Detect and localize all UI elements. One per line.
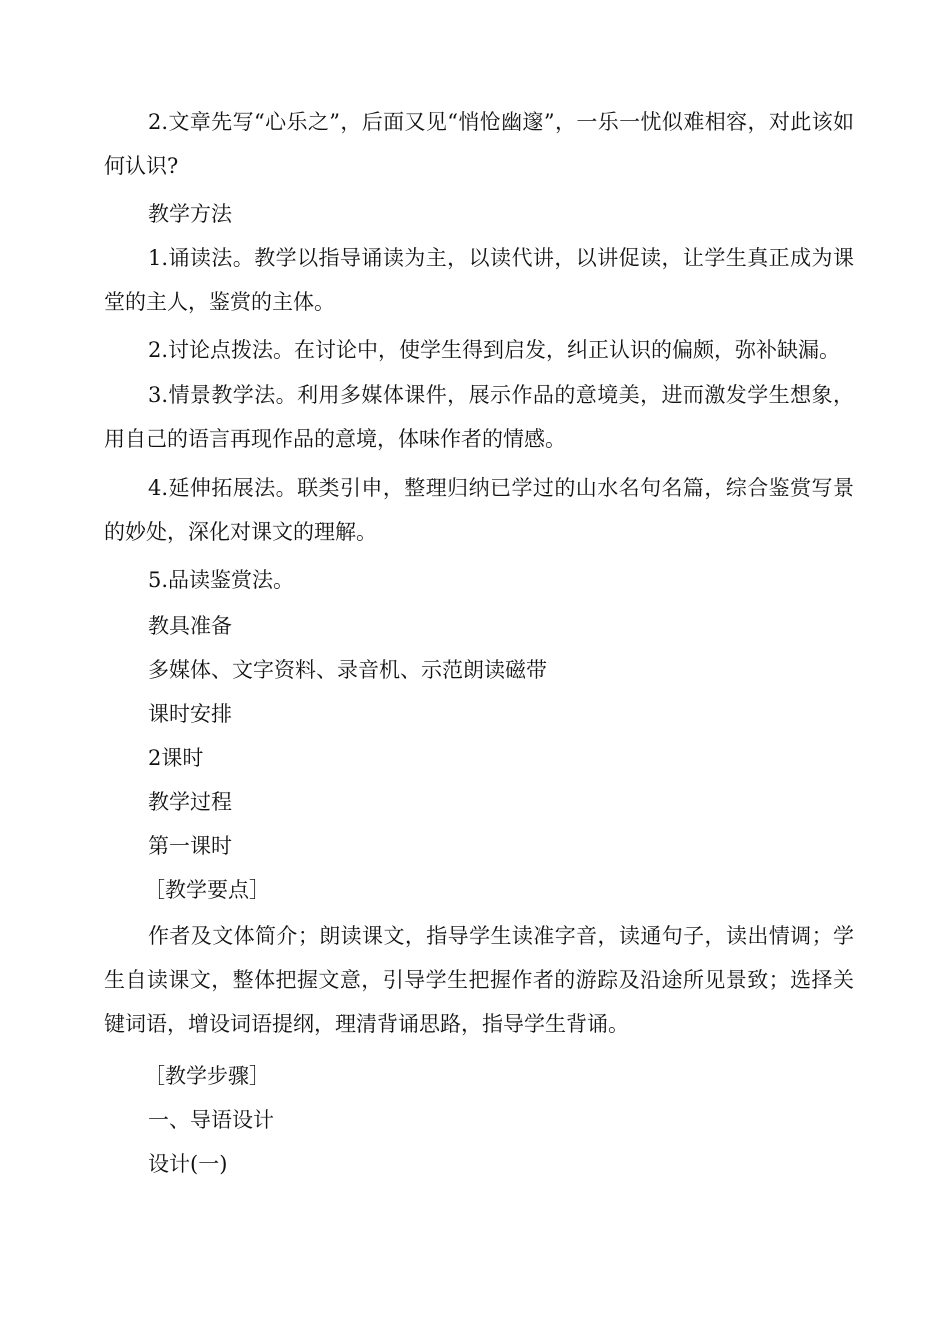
design-one-label: 设计(一) (148, 1152, 228, 1176)
method-4-paragraph: 4.延伸拓展法。联类引申，整理归纳已学过的山水名句名篇，综合鉴赏写景的妙处，深化对课文的理解。 (104, 476, 854, 544)
question-2-paragraph: 2.文章先写“心乐之”，后面又见“悄怆幽邃”，一乐一忧似难相容，对此该如何认识? (104, 110, 854, 178)
key-points-paragraph: 作者及文体简介；朗读课文，指导学生读准字音，读通句子，读出情调；学生自读课文，整体把握文意，引导学生把握作者的游踪及沿途所见景致；选择关键词语，增设词语提纲，理清背诵思路，指导学生背诵。 (104, 924, 854, 1036)
heading-teaching-methods: 教学方法 (148, 202, 232, 226)
teaching-aids-list: 多媒体、文字资料、录音机、示范朗读磁带 (148, 658, 547, 682)
method-2-paragraph: 2.讨论点拨法。在讨论中，使学生得到启发，纠正认识的偏颇，弥补缺漏。 (148, 338, 841, 362)
heading-teaching-steps: ［教学步骤］ (144, 1064, 270, 1088)
heading-teaching-aids: 教具准备 (148, 614, 232, 638)
method-5-paragraph: 5.品读鉴赏法。 (148, 568, 295, 592)
heading-teaching-process: 教学过程 (148, 790, 232, 814)
schedule-value: 2课时 (148, 746, 204, 770)
method-3-paragraph: 3.情景教学法。利用多媒体课件，展示作品的意境美，进而激发学生想象，用自己的语言再现作品的意境，体味作者的情感。 (104, 383, 854, 451)
heading-schedule: 课时安排 (148, 702, 232, 726)
heading-key-points: ［教学要点］ (144, 878, 270, 902)
heading-intro-design: 一、导语设计 (148, 1108, 274, 1132)
heading-first-lesson: 第一课时 (148, 834, 232, 858)
method-1-paragraph: 1.诵读法。教学以指导诵读为主，以读代讲，以讲促读，让学生真正成为课堂的主人，鉴赏的主体。 (104, 246, 854, 314)
